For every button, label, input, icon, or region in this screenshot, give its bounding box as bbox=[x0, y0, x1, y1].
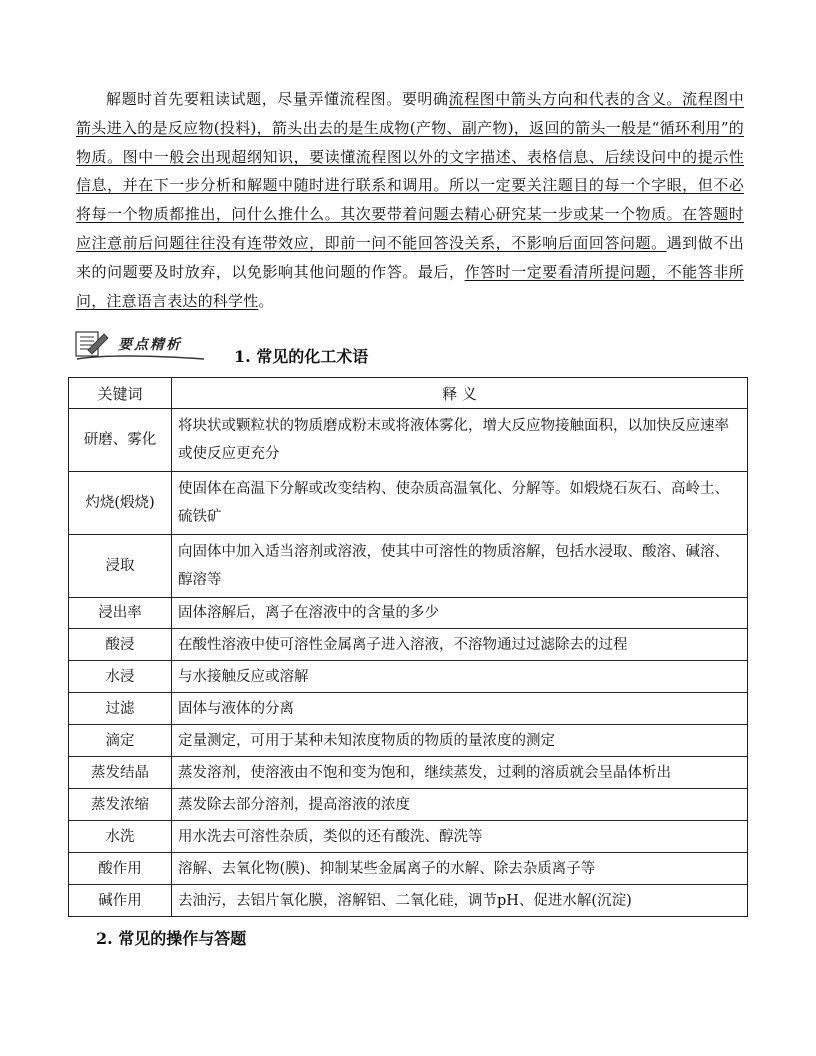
table-header-row bbox=[69, 378, 748, 409]
intro-underlined-2: 作答时一定要看清所提问题，不能答非所问，注意语言表达的科学性 bbox=[76, 262, 744, 310]
section-2-title: 2. 常见的操作与答题 bbox=[96, 929, 247, 948]
term-cell: 浸出率 bbox=[69, 598, 172, 629]
header-definition: 释 义 bbox=[172, 378, 748, 409]
term-cell: 滴定 bbox=[69, 725, 172, 757]
intro-sentence-1: 解题时首先要粗读试题，尽量弄懂流程图。要明确 bbox=[106, 90, 449, 108]
term-cell: 蒸发浓缩 bbox=[69, 789, 172, 821]
table-row bbox=[69, 725, 748, 757]
table-row bbox=[69, 789, 748, 821]
table-row bbox=[69, 821, 748, 853]
chem-terms-table bbox=[68, 377, 748, 917]
definition-cell: 将块状或颗粒状的物质磨成粉末或将液体雾化，增大反应物接触面积，以加快反应速率或使反应更充分 bbox=[172, 409, 748, 472]
term-cell: 浸取 bbox=[69, 535, 172, 598]
definition-cell: 与水接触反应或溶解 bbox=[172, 661, 748, 693]
intro-sentence-3: 遇到做不出来的问题要及时放弃，以免影响其他问题的作答。最后， bbox=[76, 233, 744, 281]
term-cell: 研磨、雾化 bbox=[69, 409, 172, 472]
definition-cell: 在酸性溶液中使可溶性金属离子进入溶液，不溶物通过过滤除去的过程 bbox=[172, 629, 748, 661]
table-row bbox=[69, 409, 748, 472]
definition-cell: 定量测定，可用于某种未知浓度物质的物质的量浓度的测定 bbox=[172, 725, 748, 757]
table-row bbox=[69, 757, 748, 789]
term-cell: 过滤 bbox=[69, 693, 172, 725]
table-row bbox=[69, 472, 748, 535]
definition-cell: 向固体中加入适当溶剂或溶液，使其中可溶性的物质溶解，包括水浸取、酸溶、碱溶、醇溶等 bbox=[172, 535, 748, 598]
intro-paragraph bbox=[76, 85, 744, 315]
definition-cell: 固体溶解后，离子在溶液中的含量的多少 bbox=[172, 598, 748, 629]
table-row bbox=[69, 885, 748, 917]
term-cell: 蒸发结晶 bbox=[69, 757, 172, 789]
definition-cell: 去油污，去铝片氧化膜，溶解铝、二氧化硅，调节pH、促进水解(沉淀) bbox=[172, 885, 748, 917]
table-row bbox=[69, 853, 748, 885]
definition-cell: 溶解、去氧化物(膜)、抑制某些金属离子的水解、除去杂质离子等 bbox=[172, 853, 748, 885]
definition-cell: 蒸发溶剂，使溶液由不饱和变为饱和，继续蒸发，过剩的溶质就会呈晶体析出 bbox=[172, 757, 748, 789]
term-cell: 酸浸 bbox=[69, 629, 172, 661]
intro-underlined-1: 流程图中箭头方向和代表的含义。流程图中箭头进入的是反应物(投料)，箭头出去的是生成物(产物、副产物)，返回的箭头一般是“循环利用”的物质。图中一般会出现超纲知识，要读懂流程图以外的文字描述、表格信息、后续设问中的提示性信息，并在下一步分析和解题中随时进行联系和调用。所以一定要关注题目的每一个字眼，但不必将每一个物质都推出，问什么推什么。其次要带着问题去精心研究某一步或某一个物质。在答题时应注意前后问题往往没有连带效应，即前一问不能回答没关系，不影响后面回答问题。 bbox=[76, 90, 745, 252]
definition-cell: 蒸发除去部分溶剂，提高溶液的浓度 bbox=[172, 789, 748, 821]
term-cell: 酸作用 bbox=[69, 853, 172, 885]
key-points-badge-label: 要点精析 bbox=[118, 337, 182, 353]
term-cell: 碱作用 bbox=[69, 885, 172, 917]
header-keyword: 关键词 bbox=[69, 378, 172, 409]
table-row bbox=[69, 598, 748, 629]
intro-sentence-5: 。 bbox=[258, 291, 274, 310]
definition-cell: 使固体在高温下分解或改变结构、使杂质高温氧化、分解等。如煅烧石灰石、高岭土、硫铁矿 bbox=[172, 472, 748, 535]
definition-cell: 用水洗去可溶性杂质，类似的还有酸洗、醇洗等 bbox=[172, 821, 748, 853]
table-row bbox=[69, 629, 748, 661]
table-row bbox=[69, 661, 748, 693]
term-cell: 水浸 bbox=[69, 661, 172, 693]
term-cell: 水洗 bbox=[69, 821, 172, 853]
section-1-title: 1. 常见的化工术语 bbox=[234, 347, 369, 366]
definition-cell: 固体与液体的分离 bbox=[172, 693, 748, 725]
term-cell: 灼烧(煅烧) bbox=[69, 472, 172, 535]
table-row bbox=[69, 693, 748, 725]
table-row bbox=[69, 535, 748, 598]
